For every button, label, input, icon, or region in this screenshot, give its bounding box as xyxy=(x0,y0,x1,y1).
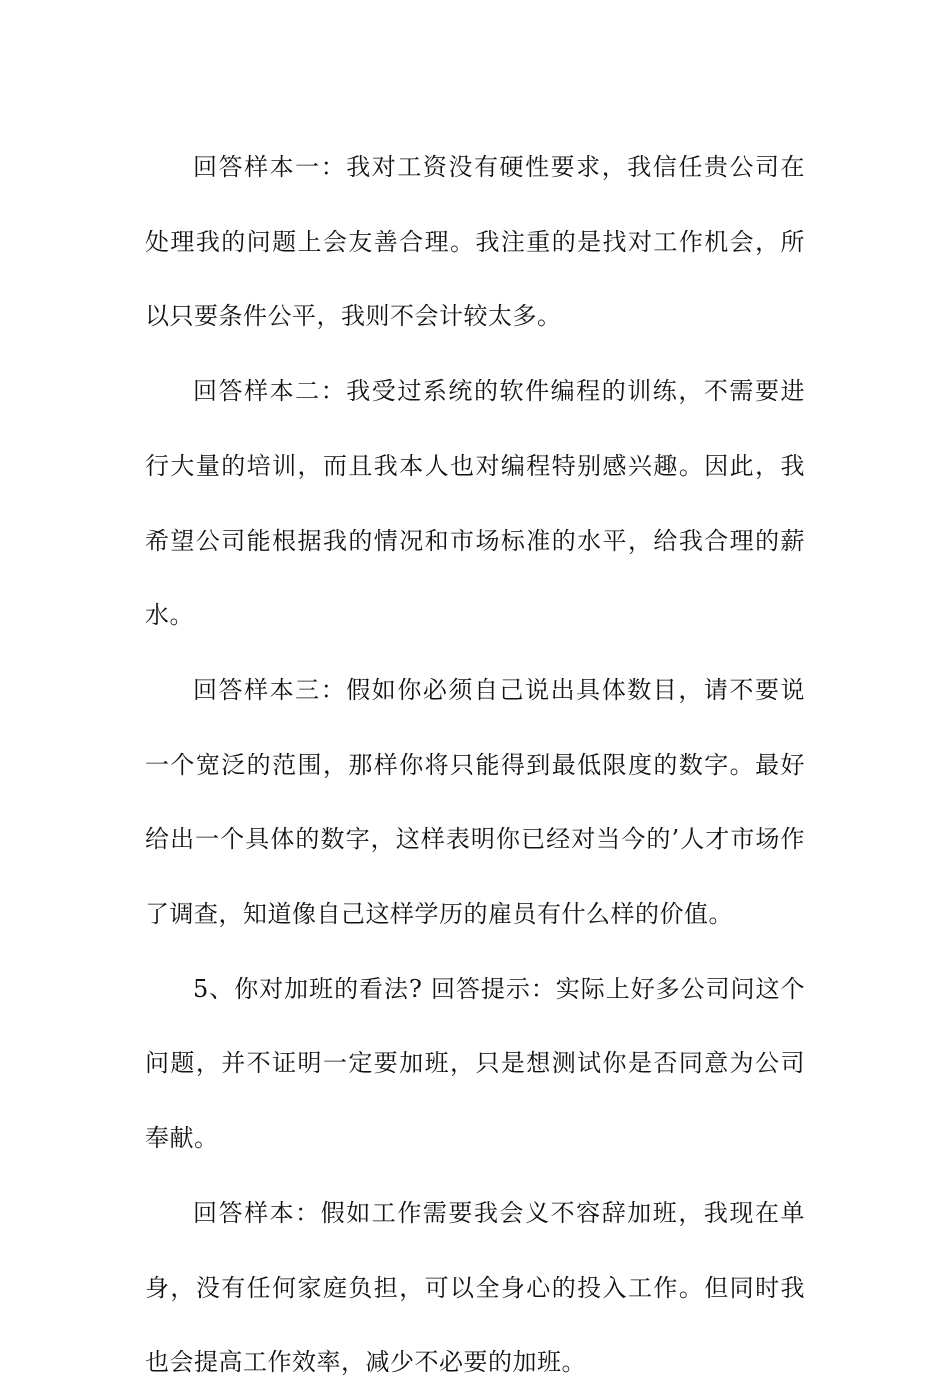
document-body xyxy=(145,130,805,1400)
paragraph-answer-sample-3: 回答样本三：假如你必须自己说出具体数目，请不要说一个宽泛的范围，那样你将只能得到最低限度的数字。最好给出一个具体的数字，这样表明你已经对当今的’人才市场作了调查，知道像自己这样学历的雇员有什么样的价值。 xyxy=(145,675,805,929)
paragraph-answer-sample-2: 回答样本二：我受过系统的软件编程的训练，不需要进行大量的培训，而且我本人也对编程特别感兴趣。因此，我希望公司能根据我的情况和市场标准的水平，给我合理的薪水。 xyxy=(145,377,805,630)
paragraph-answer-sample-overtime: 回答样本：假如工作需要我会义不容辞加班，我现在单身，没有任何家庭负担，可以全身心的投入工作。但同时我也会提高工作效率，减少不必要的加班。 xyxy=(145,1198,805,1377)
paragraph-question-5: 5、你对加班的看法? 回答提示：实际上好多公司问这个问题，并不证明一定要加班，只是想测试你是否同意为公司奉献。 xyxy=(145,974,805,1153)
paragraph-answer-sample-1: 回答样本一：我对工资没有硬性要求，我信任贵公司在处理我的问题上会友善合理。我注重的是找对工作机会，所以只要条件公平，我则不会计较太多。 xyxy=(145,153,805,331)
